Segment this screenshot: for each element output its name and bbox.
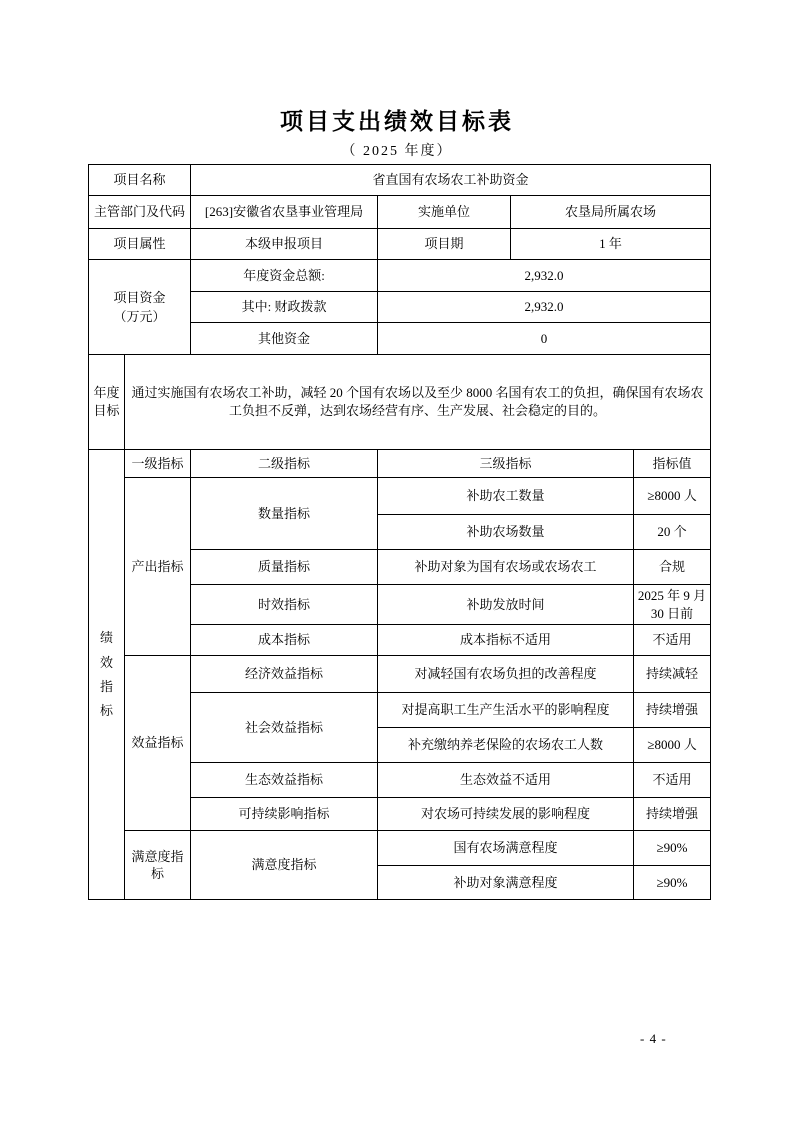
project-name-label-cell: 项目名称 [89,165,191,196]
table-row [89,229,711,260]
dept-label-cell: 主管部门及代码 [89,196,191,229]
indicator-value-cell: ≥8000 人 [634,728,711,763]
funds-label: 项目资金（万元） [113,289,166,324]
table-row [89,450,711,478]
indicator-value-cell: ≥8000 人 [634,478,711,515]
page-title: 项目支出绩效目标表 [280,108,514,134]
indicator-cell: 对提高职工生产生活水平的影响程度 [378,693,634,728]
table-row [89,260,711,292]
table-row [89,478,711,515]
level2-quality-cell: 质量指标 [191,550,378,585]
dept-value-cell: [263]安徽省农垦事业管理局 [191,196,378,229]
period-label-cell: 项目期 [378,229,511,260]
indicator-cell: 补助农场数量 [378,515,634,550]
table-row [89,165,711,196]
level1-benefit-cell: 效益指标 [125,656,191,831]
indicator-cell: 补充缴纳养老保险的农场农工人数 [378,728,634,763]
impl-unit-label-cell: 实施单位 [378,196,511,229]
performance-target-table [88,164,711,900]
table-row [89,196,711,229]
indicator-cell: 补助对象满意程度 [378,866,634,900]
level1-output-cell: 产出指标 [125,478,191,656]
level2-social-cell: 社会效益指标 [191,693,378,763]
indicator-value-cell: 不适用 [634,763,711,798]
annual-goal-label-cell: 年度目标 [89,355,125,450]
period-value-cell: 1 年 [511,229,711,260]
indicator-value-cell: ≥90% [634,831,711,866]
project-name-value-cell: 省直国有农场农工补助资金 [191,165,711,196]
header-level2-cell: 二级指标 [191,450,378,478]
indicator-value-cell: 20 个 [634,515,711,550]
level2-satisfaction-cell: 满意度指标 [191,831,378,900]
header-value-cell: 指标值 [634,450,711,478]
funds-total-label-cell: 年度资金总额: [191,260,378,292]
indicator-value-cell: ≥90% [634,866,711,900]
header-level1-cell: 一级指标 [125,450,191,478]
indicator-cell: 对农场可持续发展的影响程度 [378,798,634,831]
performance-side-label: 绩效指标 [99,630,113,718]
indicator-value-cell: 合规 [634,550,711,585]
level1-satisfaction-cell: 满意度指标 [125,831,191,900]
funds-label-cell [89,260,191,355]
page-subtitle: （ 2025 年度） [341,144,453,159]
level2-ecological-cell: 生态效益指标 [191,763,378,798]
indicator-cell: 补助对象为国有农场或农场农工 [378,550,634,585]
annual-goal-text-cell: 通过实施国有农场农工补助，减轻 20 个国有农场以及至少 8000 名国有农工的负担，确保国有农场农工负担不反弹，达到农场经营有序、生产发展、社会稳定的目的。 [125,355,711,450]
funds-fiscal-label-cell: 其中: 财政拨款 [191,292,378,323]
table-row [89,656,711,693]
table-row [89,831,711,866]
indicator-cell: 成本指标不适用 [378,625,634,656]
impl-unit-value-cell: 农垦局所属农场 [511,196,711,229]
indicator-cell: 国有农场满意程度 [378,831,634,866]
indicator-value-cell: 不适用 [634,625,711,656]
funds-other-value-cell: 0 [378,323,711,355]
attr-label-cell: 项目属性 [89,229,191,260]
table-row [89,355,711,450]
level2-cost-cell: 成本指标 [191,625,378,656]
indicator-value-cell: 2025 年 9 月 30 日前 [634,585,711,625]
funds-fiscal-value-cell: 2,932.0 [378,292,711,323]
funds-other-label-cell: 其他资金 [191,323,378,355]
funds-total-value-cell: 2,932.0 [378,260,711,292]
performance-side-label-cell [89,450,125,900]
indicator-cell: 对减轻国有农场负担的改善程度 [378,656,634,693]
level2-timeliness-cell: 时效指标 [191,585,378,625]
level2-economic-cell: 经济效益指标 [191,656,378,693]
attr-value-cell: 本级申报项目 [191,229,378,260]
indicator-value-cell: 持续增强 [634,693,711,728]
page-number: - 4 - [640,1031,667,1046]
level2-quantity-cell: 数量指标 [191,478,378,550]
level2-sustainable-cell: 可持续影响指标 [191,798,378,831]
indicator-cell: 补助农工数量 [378,478,634,515]
indicator-cell: 生态效益不适用 [378,763,634,798]
indicator-value-cell: 持续增强 [634,798,711,831]
indicator-value-cell: 持续减轻 [634,656,711,693]
header-level3-cell: 三级指标 [378,450,634,478]
indicator-cell: 补助发放时间 [378,585,634,625]
